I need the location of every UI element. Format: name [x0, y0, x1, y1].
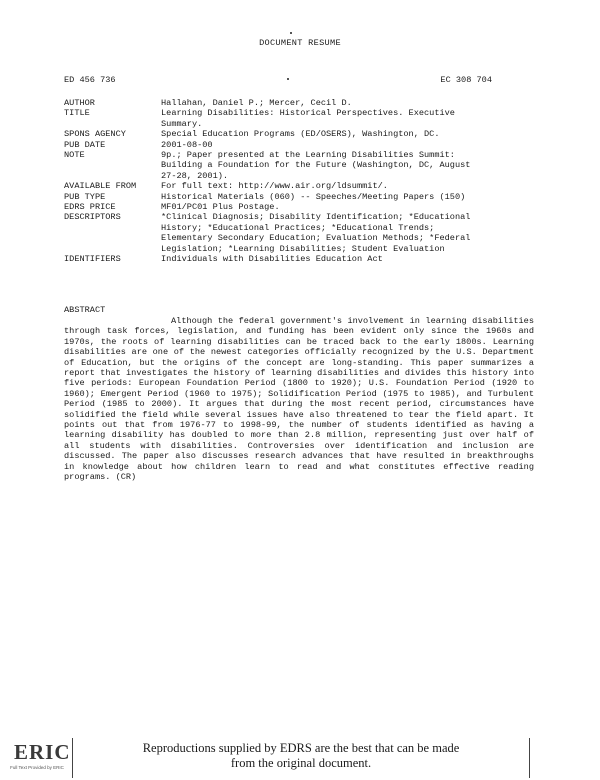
field-label: SPONS AGENCY	[64, 129, 126, 140]
field-label: IDENTIFIERS	[64, 254, 121, 265]
field-row	[64, 108, 544, 129]
reproduction-notice	[72, 738, 530, 778]
field-label: EDRS PRICE	[64, 202, 116, 213]
eric-logo-subtext: Full Text Provided by ERIC	[10, 765, 64, 770]
field-row	[64, 202, 544, 212]
field-value: Historical Materials (060) -- Speeches/Meeting Papers (150)	[161, 191, 466, 202]
document-title: DOCUMENT RESUME	[259, 38, 341, 48]
field-label: TITLE	[64, 108, 90, 119]
field-label: PUB TYPE	[64, 191, 106, 202]
field-row	[64, 212, 544, 254]
field-value: *Clinical Diagnosis; Disability Identification; *Educational History; *Educational Practices; *Educational Trends; Elementary Secondary Education; Evaluation Methods; *Federal Legislation; *Learning Disabilities; Student Evaluation	[161, 212, 471, 254]
field-row	[64, 181, 544, 191]
abstract-label: ABSTRACT	[64, 305, 106, 315]
reproduction-line-1: Reproductions supplied by EDRS are the best that can be made	[142, 741, 460, 755]
scan-speck	[290, 32, 292, 34]
field-value: Individuals with Disabilities Education Act	[161, 254, 383, 265]
eric-logo	[6, 740, 71, 774]
field-value: Learning Disabilities: Historical Perspectives. Executive Summary.	[161, 108, 455, 129]
reproduction-line-2: from the original document.	[230, 756, 372, 770]
scan-speck	[287, 78, 289, 80]
eric-logo-text: ERIC	[14, 740, 71, 764]
field-label: AUTHOR	[64, 98, 95, 108]
field-value: For full text: http://www.air.org/ldsummit/.	[161, 181, 388, 192]
field-label: DESCRIPTORS	[64, 212, 121, 223]
metadata-fields	[64, 98, 544, 265]
field-row	[64, 150, 544, 181]
abstract-text: Although the federal government's involvement in learning disabilities through task forces, legislation, and funding has been evident only since the 1960s and 1970s, the roots of learning disabilities can be traced back to the early 1800s. Learning disabilities are one of the newest categories officially recognized by the U.S. Department of Education, but the origins of the concept are long-standing. This paper summarizes a report that investigates the history of learning disabilities and divides this history into five periods: European Foundation Period (1800 to 1920); U.S. Foundation Period (1920 to 1960); Emergent Period (1960 to 1975); Solidification Period (1975 to 1985), and Turbulent Period (1985 to 2000). It argues that during the most recent period, circumstances have solidified the field while several issues have also threatened to tear the field apart. It points out that from 1976-77 to 1998-99, the number of students identified as having a learning disability has doubled to more than 2.8 million, representing just over half of all students with disabilities. Controversies over identification and inclusion are discussed. The paper also discusses research advances that have resulted in breakthroughs in knowledge about how children learn to read and what constitutes effective reading programs. (CR)	[64, 316, 534, 483]
field-value: Hallahan, Daniel P.; Mercer, Cecil D.	[161, 98, 352, 108]
field-value: Special Education Programs (ED/OSERS), Washington, DC.	[161, 129, 440, 140]
ec-number: EC 308 704	[440, 75, 492, 85]
field-value: 2001-08-00	[161, 139, 213, 150]
field-label: AVAILABLE FROM	[64, 181, 137, 192]
ed-number: ED 456 736	[64, 75, 116, 85]
field-row	[64, 192, 544, 202]
field-row	[64, 140, 544, 150]
field-row	[64, 129, 544, 139]
field-row	[64, 98, 544, 108]
field-row	[64, 254, 544, 264]
field-value: 9p.; Paper presented at the Learning Disabilities Summit: Building a Foundation for the Future (Washington, DC, August 27-28, 2001).	[161, 150, 471, 181]
field-value: MF01/PC01 Plus Postage.	[161, 202, 280, 213]
field-label: NOTE	[64, 150, 85, 161]
field-label: PUB DATE	[64, 139, 106, 150]
